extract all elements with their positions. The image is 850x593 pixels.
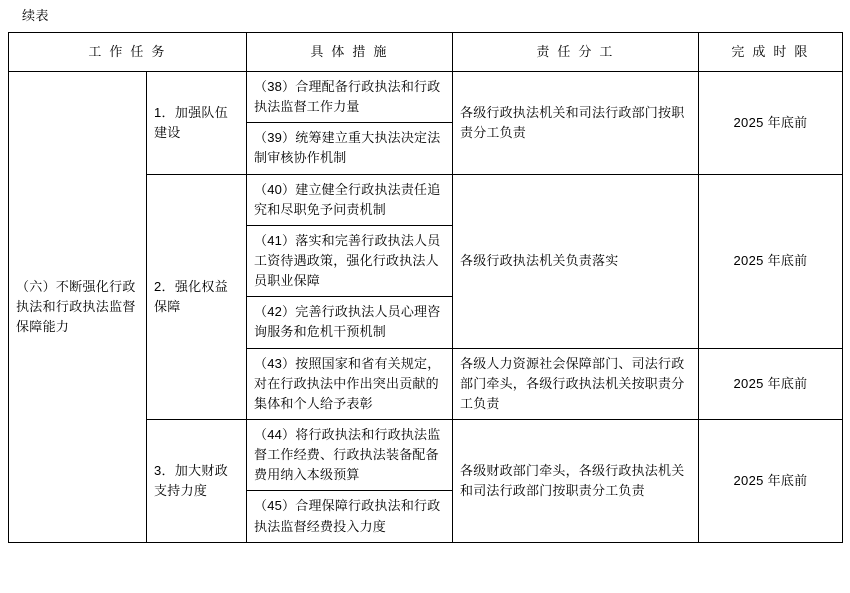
cell-responsibility-1: 各级行政执法机关和司法行政部门按职责分工负责 bbox=[453, 72, 699, 175]
cell-subtask-3: 3．加大财政支持力度 bbox=[147, 419, 247, 542]
header-specific-measures: 具 体 措 施 bbox=[247, 33, 453, 72]
continued-table-label: 续表 bbox=[22, 8, 50, 23]
cell-deadline-1: 2025 年底前 bbox=[699, 72, 843, 175]
cell-measure-40: （40）建立健全行政执法责任追究和尽职免予问责机制 bbox=[247, 174, 453, 225]
cell-responsibility-4: 各级财政部门牵头，各级行政执法机关和司法行政部门按职责分工负责 bbox=[453, 419, 699, 542]
table-header-row bbox=[9, 33, 843, 72]
cell-measure-43: （43）按照国家和省有关规定，对在行政执法中作出突出贡献的集体和个人给予表彰 bbox=[247, 348, 453, 419]
work-tasks-table bbox=[8, 32, 843, 543]
cell-deadline-2: 2025 年底前 bbox=[699, 174, 843, 348]
header-work-task: 工 作 任 务 bbox=[9, 33, 247, 72]
cell-responsibility-3: 各级人力资源社会保障部门、司法行政部门牵头，各级行政执法机关按职责分工负责 bbox=[453, 348, 699, 419]
cell-deadline-4: 2025 年底前 bbox=[699, 419, 843, 542]
cell-measure-42: （42）完善行政执法人员心理咨询服务和危机干预机制 bbox=[247, 297, 453, 348]
cell-task-group: （六）不断强化行政执法和行政执法监督保障能力 bbox=[9, 72, 147, 543]
table-row bbox=[9, 72, 843, 123]
header-deadline: 完 成 时 限 bbox=[699, 33, 843, 72]
cell-responsibility-2: 各级行政执法机关负责落实 bbox=[453, 174, 699, 348]
cell-measure-38: （38）合理配备行政执法和行政执法监督工作力量 bbox=[247, 72, 453, 123]
header-responsibility: 责 任 分 工 bbox=[453, 33, 699, 72]
cell-measure-44: （44）将行政执法和行政执法监督工作经费、行政执法装备配备费用纳入本级预算 bbox=[247, 419, 453, 490]
cell-measure-41: （41）落实和完善行政执法人员工资待遇政策，强化行政执法人员职业保障 bbox=[247, 225, 453, 296]
cell-measure-39: （39）统筹建立重大执法决定法制审核协作机制 bbox=[247, 123, 453, 174]
cell-subtask-1: 1．加强队伍建设 bbox=[147, 72, 247, 175]
cell-measure-45: （45）合理保障行政执法和行政执法监督经费投入力度 bbox=[247, 491, 453, 542]
cell-subtask-2: 2．强化权益保障 bbox=[147, 174, 247, 419]
cell-deadline-3: 2025 年底前 bbox=[699, 348, 843, 419]
